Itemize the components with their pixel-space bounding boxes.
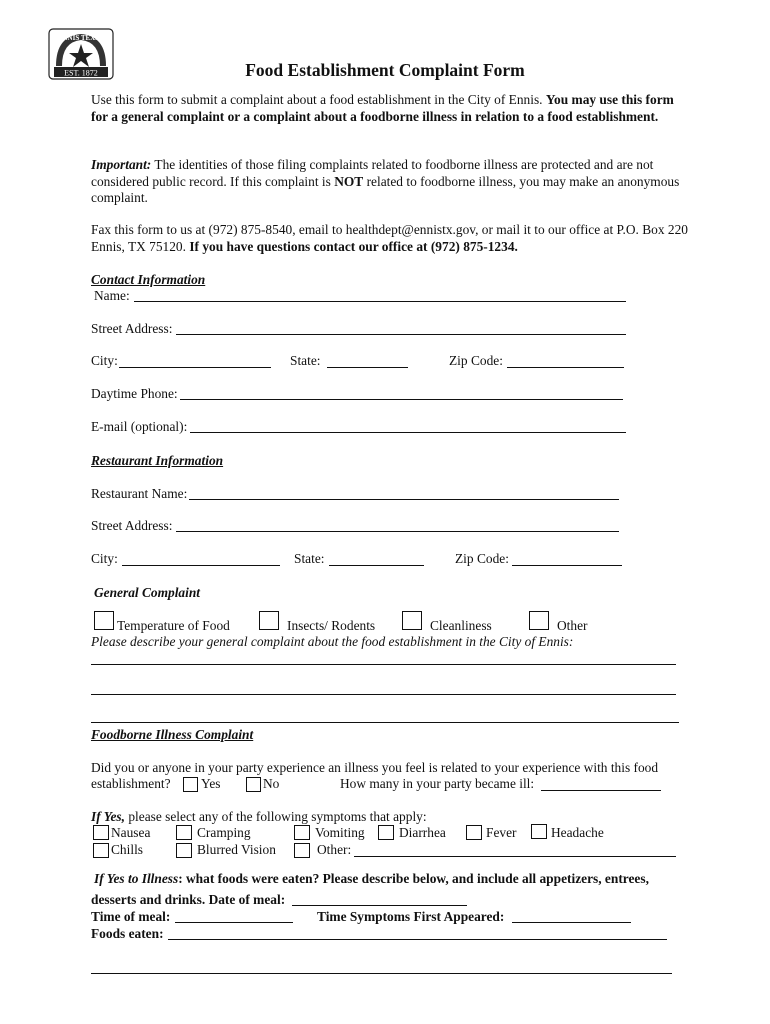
general-complaint-line-2[interactable] xyxy=(91,694,676,695)
svg-text:EST. 1872: EST. 1872 xyxy=(64,68,98,78)
city-label: City: xyxy=(91,353,118,368)
temperature-checkbox[interactable] xyxy=(94,611,114,630)
not-emphasis: NOT xyxy=(334,173,364,189)
phone-label: Daytime Phone: xyxy=(91,386,178,401)
contact-street-row xyxy=(91,320,172,338)
restaurant-zip-label-wrap xyxy=(455,550,509,568)
vomiting-label: Vomiting xyxy=(315,825,365,840)
foods-question xyxy=(94,870,649,888)
diarrhea-label: Diarrhea xyxy=(399,825,446,840)
time-of-meal-field[interactable] xyxy=(175,922,293,923)
important-paragraph xyxy=(91,157,691,207)
foods-eaten-field[interactable] xyxy=(168,939,667,940)
other-symptom-field[interactable] xyxy=(354,856,676,857)
contact-name-row xyxy=(94,287,130,305)
chills-label: Chills xyxy=(111,842,143,857)
zip-label: Zip Code: xyxy=(449,353,503,368)
general-complaint-line-3[interactable] xyxy=(91,722,679,723)
restaurant-street-field[interactable] xyxy=(176,531,619,532)
nausea-label: Nausea xyxy=(111,825,151,840)
restaurant-city-label-wrap xyxy=(91,550,118,568)
contact-instructions-paragraph xyxy=(91,222,691,255)
foods-eaten-line-2[interactable] xyxy=(91,973,672,974)
contact-state-label-wrap xyxy=(290,352,321,370)
contact-phone-field[interactable] xyxy=(180,399,623,400)
name-label: Name: xyxy=(94,288,130,303)
other-symptom-checkbox[interactable] xyxy=(294,843,310,858)
vomiting-checkbox[interactable] xyxy=(294,825,310,840)
illness-yes-checkbox[interactable] xyxy=(183,777,198,792)
restaurant-city-field[interactable] xyxy=(122,565,280,566)
restaurant-state-label-wrap xyxy=(294,550,325,568)
restaurant-state-field[interactable] xyxy=(329,565,424,566)
restaurant-street-label: Street Address: xyxy=(91,518,173,533)
temperature-label: Temperature of Food xyxy=(117,618,230,633)
important-label: Important: xyxy=(91,157,152,172)
important-text: The identities of those filing complaints related to foodborne illness are protected and are not considered public record. If this complaint is xyxy=(91,157,654,189)
illness-question-establishment: establishment? xyxy=(91,776,171,791)
how-many-ill-label: How many in your party became ill: xyxy=(340,776,535,791)
nausea-checkbox[interactable] xyxy=(93,825,109,840)
if-yes-label: If Yes, xyxy=(91,809,125,824)
email-label: E-mail (optional): xyxy=(91,419,188,434)
intro-paragraph xyxy=(91,92,691,125)
illness-yes-label: Yes xyxy=(201,776,221,791)
contact-street-field[interactable] xyxy=(176,334,626,335)
general-complaint-line-1[interactable] xyxy=(91,664,676,665)
restaurant-street-row xyxy=(91,517,172,535)
select-symptoms-text: please select any of the following symptoms that apply: xyxy=(124,809,427,824)
insects-label: Insects/ Rodents xyxy=(287,618,376,633)
time-symptoms-label: Time Symptoms First Appeared: xyxy=(317,909,505,924)
other-symptom-label: Other: xyxy=(317,842,352,857)
restaurant-zip-label: Zip Code: xyxy=(455,551,509,566)
fever-label: Fever xyxy=(486,825,517,840)
questions-contact: If you have questions contact our office at (972) 875-1234. xyxy=(189,238,518,254)
foods-eaten-label: Foods eaten: xyxy=(91,926,164,941)
headache-checkbox[interactable] xyxy=(531,824,547,839)
form-title: Food Establishment Complaint Form xyxy=(245,60,525,80)
other-label: Other xyxy=(557,618,588,633)
cleanliness-checkbox[interactable] xyxy=(402,611,422,630)
if-yes-illness-label: If Yes to Illness xyxy=(94,871,179,886)
illness-no-label: No xyxy=(263,776,280,791)
svg-text:ENNIS TEXAS: ENNIS TEXAS xyxy=(57,34,105,42)
restaurant-city-label: City: xyxy=(91,551,118,566)
restaurant-name-field[interactable] xyxy=(189,499,619,500)
how-many-ill-field[interactable] xyxy=(541,790,661,791)
date-of-meal-field[interactable] xyxy=(292,905,467,906)
chills-checkbox[interactable] xyxy=(93,843,109,858)
other-checkbox[interactable] xyxy=(529,611,549,630)
restaurant-information-heading: Restaurant Information xyxy=(91,453,224,468)
contact-email-row xyxy=(91,418,187,436)
foods-question-text: : what foods were eaten? Please describe below, and include all appetizers, entrees, xyxy=(178,871,649,886)
restaurant-name-label: Restaurant Name: xyxy=(91,486,188,501)
blurred-vision-label: Blurred Vision xyxy=(197,842,276,857)
general-complaint-heading: General Complaint xyxy=(94,585,201,600)
contact-city-field[interactable] xyxy=(119,367,271,368)
intro-text: Use this form to submit a complaint about a food establishment in the City of Ennis. xyxy=(91,92,546,107)
insects-checkbox[interactable] xyxy=(259,611,279,630)
illness-question-line1: Did you or anyone in your party experience an illness you feel is related to your experience with this food xyxy=(91,760,659,775)
cleanliness-label: Cleanliness xyxy=(430,618,492,633)
important-text-end: related to foodborne illness, you may make an anonymous complaint. xyxy=(91,173,680,205)
diarrhea-checkbox[interactable] xyxy=(378,825,394,840)
contact-city-label-wrap xyxy=(91,352,118,370)
blurred-vision-checkbox[interactable] xyxy=(176,843,192,858)
contact-state-field[interactable] xyxy=(327,367,408,368)
restaurant-zip-field[interactable] xyxy=(512,565,622,566)
restaurant-name-row xyxy=(91,485,187,503)
contact-information-heading: Contact Information xyxy=(91,272,206,287)
time-of-meal-label: Time of meal: xyxy=(91,909,171,924)
intro-bold: You may use this form for a general complaint or a complaint about a foodborne illness in relation to a food establishment. xyxy=(91,92,674,124)
foodborne-illness-heading: Foodborne Illness Complaint xyxy=(91,727,254,742)
state-label: State: xyxy=(290,353,321,368)
time-symptoms-field[interactable] xyxy=(512,922,631,923)
contact-phone-row xyxy=(91,385,178,403)
cramping-checkbox[interactable] xyxy=(176,825,192,840)
illness-no-checkbox[interactable] xyxy=(246,777,261,792)
cramping-label: Cramping xyxy=(197,825,251,840)
contact-name-field[interactable] xyxy=(134,301,626,302)
date-of-meal-label: desserts and drinks. Date of meal: xyxy=(91,892,286,907)
contact-email-field[interactable] xyxy=(190,432,626,433)
restaurant-state-label: State: xyxy=(294,551,325,566)
fax-text: Fax this form to us at (972) 875-8540, email to healthdept@ennistx.gov, or mail it to our office at P.O. Box 220 Ennis, TX 75120. xyxy=(91,222,688,254)
fever-checkbox[interactable] xyxy=(466,825,482,840)
general-complaint-prompt: Please describe your general complaint about the food establishment in the City of Ennis: xyxy=(91,634,574,649)
contact-zip-label-wrap xyxy=(449,352,503,370)
street-label: Street Address: xyxy=(91,321,173,336)
contact-zip-field[interactable] xyxy=(507,367,624,368)
headache-label: Headache xyxy=(551,825,604,840)
